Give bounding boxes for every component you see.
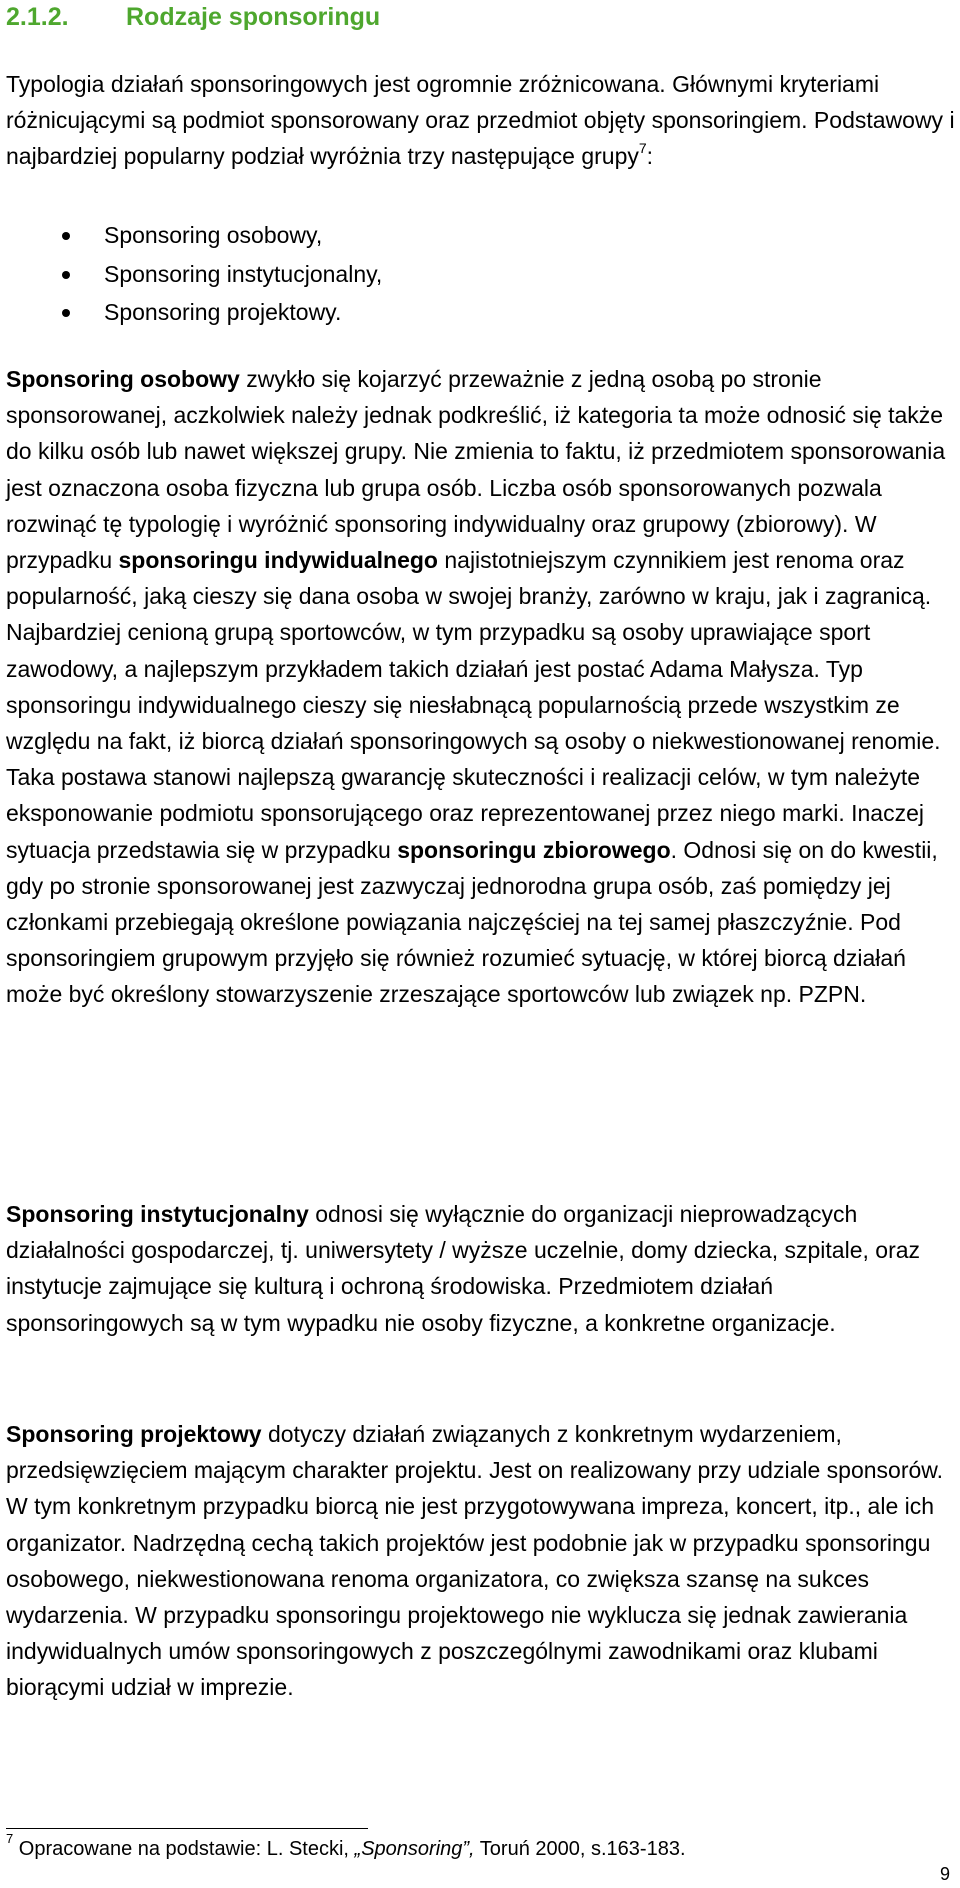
section-heading: [6, 3, 380, 32]
footnote-text: Toruń 2000, s.163-183.: [474, 1838, 686, 1860]
term-sponsoring-zbiorowy: sponsoringu zbiorowego: [397, 836, 671, 863]
term-sponsoring-indywidualny: sponsoringu indywidualnego: [118, 547, 438, 574]
intro-paragraph: [6, 66, 956, 175]
footnote: [6, 1831, 686, 1861]
paragraph-projektowy: [6, 1416, 956, 1706]
footnote-separator: [6, 1828, 368, 1829]
term-sponsoring-osobowy: Sponsoring osobowy: [6, 366, 240, 392]
paragraph-text: odnosi się wyłącznie do organizacji nieprowadzących działalności gospodarczej, tj. uniwersytety / wyższe uczelnie, domy dziecka, szpitale, oraz instytucje zajmujące się kulturą i ochroną środowiska. Przedmiotem działań sponsoringowych są w tym wypadku nie osoby fizyczne, a konkretne organizacje.: [6, 1201, 921, 1336]
page-number: 9: [939, 1864, 950, 1884]
section-title: Rodzaje sponsoringu: [126, 3, 381, 31]
paragraph-text: najistotniejszym czynnikiem jest renoma oraz popularność, jaką cieszy się dana osoba w swojej branży, zarówno w kraju, jak i zagranicą. Najbardziej cenioną grupą sportowców, w tym przypadku są osoby uprawiające sport zawodowy, a najlepszym przykładem takich działań jest postać Adama Małysza. Typ sponsoringu indywidualnego cieszy się niesłabnącą popularnością przede wszystkim ze względu na fakt, iż biorcą działań sponsoringowych są osoby o niekwestionowanej renomie. Taka postawa stanowi najlepszą gwarancję skuteczności i realizacji celów, w tym należyte eksponowanie podmiotu sponsorującego oraz reprezentowanej przez niego marki. Inaczej sytuacja przedstawia się w przypadku: [6, 547, 941, 863]
section-number: 2.1.2.: [6, 3, 69, 31]
term-sponsoring-projektowy: Sponsoring projektowy: [6, 1421, 262, 1447]
footnote-ref[interactable]: 7: [638, 139, 647, 156]
intro-colon: :: [646, 143, 654, 170]
list-item: Sponsoring instytucjonalny,: [6, 255, 382, 294]
paragraph-text: dotyczy działań związanych z konkretnym wydarzeniem, przedsięwzięciem mającym charakter projektu. Jest on realizowany przy udziale sponsorów. W tym konkretnym przypadku biorcą nie jest przygotowywana impreza, koncert, itp., ale ich organizator. Nadrzędną cechą takich projektów jest podobnie jak w przypadku sponsoringu osobowego, niekwestionowana renoma organizatora, co zwiększa szansę na sukces wydarzenia. W przypadku sponsoringu projektowego nie wyklucza się jednak zawierania indywidualnych umów sponsoringowych z poszczególnymi zawodnikami oraz klubami biorącymi udział w imprezie.: [6, 1421, 944, 1701]
footnote-number: 7: [6, 1831, 14, 1847]
term-sponsoring-instytucjonalny: Sponsoring instytucjonalny: [6, 1201, 309, 1227]
list-item: Sponsoring projektowy.: [6, 293, 382, 332]
sponsoring-types-list: [6, 216, 382, 332]
intro-text: Typologia działań sponsoringowych jest ogromnie zróżnicowana. Głównymi kryteriami różnicującymi są podmiot sponsorowany oraz przedmiot objęty sponsoringiem. Podstawowy i najbardziej popularny podział wyróżnia trzy następujące grupy: [6, 71, 955, 170]
paragraph-instytucjonalny: [6, 1196, 956, 1341]
footnote-title: „Sponsoring”,: [354, 1838, 475, 1860]
paragraph-text: zwykło się kojarzyć przeważnie z jedną osobą po stronie sponsorowanej, aczkolwiek należy jednak podkreślić, iż kategoria ta może odnosić się także do kilku osób lub nawet większej grupy. Nie zmienia to faktu, iż przedmiotem sponsorowania jest oznaczona osoba fizyczna lub grupa osób. Liczba osób sponsorowanych pozwala rozwinąć tę typologię i wyróżnić sponsoring indywidualny oraz grupowy (zbiorowy). W przypadku: [6, 366, 946, 574]
list-item: Sponsoring osobowy,: [6, 216, 382, 255]
footnote-text: Opracowane na podstawie: L. Stecki,: [13, 1838, 355, 1860]
paragraph-text: . Odnosi się on do kwestii, gdy po stronie sponsorowanej jest zazwyczaj jednorodna grupa osób, zaś pomiędzy jej członkami przebiegają określone powiązania najczęściej na tej samej płaszczyźnie. Pod sponsoringiem grupowym przyjęło się również rozumieć sytuację, w której biorcą działań może być określony stowarzyszenie zrzeszające sportowców lub związek np. PZPN.: [6, 836, 938, 1008]
paragraph-osobowy: [6, 361, 956, 1013]
